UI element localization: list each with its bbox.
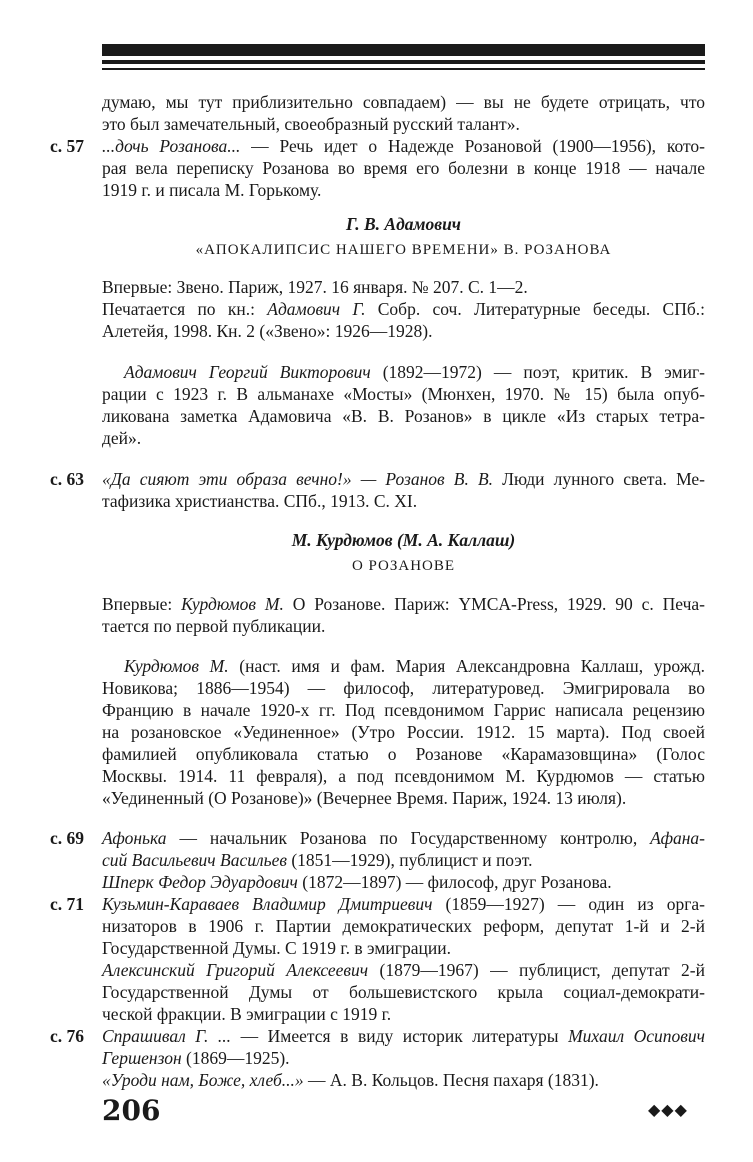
text-line: 1919 г. и писала М. Горькому. — [102, 180, 322, 200]
italic-term: «Уроди нам, Боже, хлеб...» — [102, 1070, 304, 1090]
text-line: низаторов в 1906 г. Партии демократических реформ, депутат 1-й и 2-й — [102, 916, 705, 936]
text-line: на розановское «Уединенное» (Утро России. 1912. 15 марта). Под своей — [102, 722, 705, 742]
section-title: О РОЗАНОВЕ — [351, 558, 456, 574]
text-line: Впервые: Звено. Париж, 1927. 16 января. № 207. С. 1—2. — [102, 277, 528, 297]
text-line — [102, 135, 705, 157]
diamond-ornament-icon: ◆◆◆ — [648, 1102, 688, 1119]
header-rule-mid — [102, 60, 705, 64]
text-span: (наст. имя и фам. Мария Александровна Каллаш, урожд. — [228, 656, 705, 676]
text-line — [102, 1025, 705, 1047]
text-line: думаю, мы тут приблизительно совпадаем) — вы не будете отрицать, что — [102, 92, 705, 112]
text-line: ческой фракции. В эмиграции с 1919 г. — [102, 1004, 392, 1024]
text-span: О Розанове. Париж: YMCA-Press, 1929. 90 с. Печа- — [283, 594, 705, 614]
text-line: ликована заметка Адамовича «В. В. Розанов» в цикле «Из старых тетра- — [102, 406, 705, 426]
italic-term: Шперк Федор Эдуардович — [102, 872, 298, 892]
italic-term: Спрашивал Г. ... — [102, 1026, 232, 1046]
italic-term: Михаил Осипович — [568, 1026, 705, 1046]
text-line: рая вела переписку Розанова во время его болезни в конце 1918 — начале — [102, 158, 705, 178]
text-span: Впервые: — [102, 594, 182, 614]
text-line: фамилией опубликовала статью о Розанове «Карамазовщина» (Голос — [102, 744, 705, 764]
text-line: Государственной Думы от большевистского крыла социал-демократи- — [102, 982, 705, 1002]
italic-term: Гершензон — [102, 1048, 182, 1068]
italic-term: Афана- — [650, 828, 705, 848]
margin-ref: с. 69 — [50, 828, 85, 848]
text-span: (1869—1925). — [181, 1048, 290, 1068]
italic-term: Курдюмов М. — [181, 594, 284, 614]
text-line — [102, 298, 705, 320]
text-line: Алетейя, 1998. Кн. 2 («Звено»: 1926—1928). — [102, 321, 433, 341]
margin-ref: с. 57 — [50, 136, 85, 156]
italic-term: Курдюмов М. — [124, 656, 229, 676]
margin-ref: с. 76 — [50, 1026, 85, 1046]
text-span: Люди лунного света. Ме- — [493, 469, 705, 489]
text-line: «Уединенный (О Розанове)» (Вечернее Время. Париж, 1924. 13 июля). — [102, 788, 627, 808]
section-title: «АПОКАЛИПСИС НАШЕГО ВРЕМЕНИ» В. РОЗАНОВА — [195, 242, 612, 258]
text-line: это был замечательный, своеобразный русский талант». — [102, 114, 520, 134]
text-span: — А. В. Кольцов. Песня пахаря (1831). — [303, 1070, 599, 1090]
text-line — [102, 871, 705, 893]
text-line: рации с 1923 г. В альманахе «Мосты» (Мюнхен, 1970. № 15) была опуб- — [102, 384, 705, 404]
italic-term: Алексинский Григорий Алексеевич — [102, 960, 369, 980]
italic-term: сий Васильевич Васильев — [102, 850, 287, 870]
text-line — [102, 893, 705, 915]
text-span: (1859—1927) — один из орга- — [432, 894, 705, 914]
text-span: (1851—1929), публицист и поэт. — [286, 850, 533, 870]
text-line — [102, 655, 705, 677]
margin-ref: с. 63 — [50, 469, 85, 489]
text-span: — начальник Розанова по Государственному контролю, — [166, 828, 651, 848]
section-author: Г. В. Адамович — [345, 214, 461, 234]
header-rule-thin — [102, 68, 705, 70]
text-line — [102, 827, 705, 849]
text-line: тается по первой публикации. — [102, 616, 326, 636]
text-span: (1879—1967) — публицист, депутат 2-й — [368, 960, 705, 980]
section-author: М. Курдюмов (М. А. Каллаш) — [291, 530, 516, 550]
text-line — [102, 959, 705, 981]
text-line — [102, 1047, 705, 1069]
text-line — [102, 1069, 705, 1091]
header-rule-thick — [102, 44, 705, 56]
text-line — [102, 593, 705, 615]
italic-term: Кузьмин-Караваев Владимир Дмитриевич — [102, 894, 433, 914]
italic-term: Афонька — [102, 828, 167, 848]
text-line: Москвы. 1914. 11 февраля), а под псевдонимом М. Курдюмов — статью — [102, 766, 705, 786]
text-line: тафизика христианства. СПб., 1913. С. XI. — [102, 491, 418, 511]
text-span: — Имеется в виду историк литературы — [231, 1026, 569, 1046]
text-span: (1892—1972) — поэт, критик. В эмиг- — [370, 362, 705, 382]
italic-term: «Да сияют эти образа вечно!» — [102, 469, 352, 489]
text-line: Государственной Думы. С 1919 г. в эмиграции. — [102, 938, 451, 958]
text-line — [102, 849, 705, 871]
text-span: — Речь идет о Надежде Розановой (1900—1956), кото- — [240, 136, 705, 156]
text-span: Собр. соч. Литературные беседы. СПб.: — [365, 299, 705, 319]
italic-term: Адамович Г. — [267, 299, 366, 319]
text-line: Новикова; 1886—1954) — философ, литературовед. Эмигрировала во — [102, 678, 705, 698]
text-line: дей». — [102, 428, 142, 448]
text-line: Францию в начале 1920-х гг. Под псевдонимом Гаррис написала рецензию — [102, 700, 705, 720]
italic-term: ...дочь Розанова... — [102, 136, 241, 156]
text-span: (1872—1897) — философ, друг Розанова. — [297, 872, 612, 892]
page-number: 206 — [102, 1094, 161, 1127]
text-span: Печатается по кн.: — [102, 299, 268, 319]
italic-term: Адамович Георгий Викторович — [124, 362, 371, 382]
italic-term: — Розанов В. В. — [351, 469, 494, 489]
text-line — [102, 361, 705, 383]
margin-ref: с. 71 — [50, 894, 85, 914]
text-line — [102, 468, 705, 490]
